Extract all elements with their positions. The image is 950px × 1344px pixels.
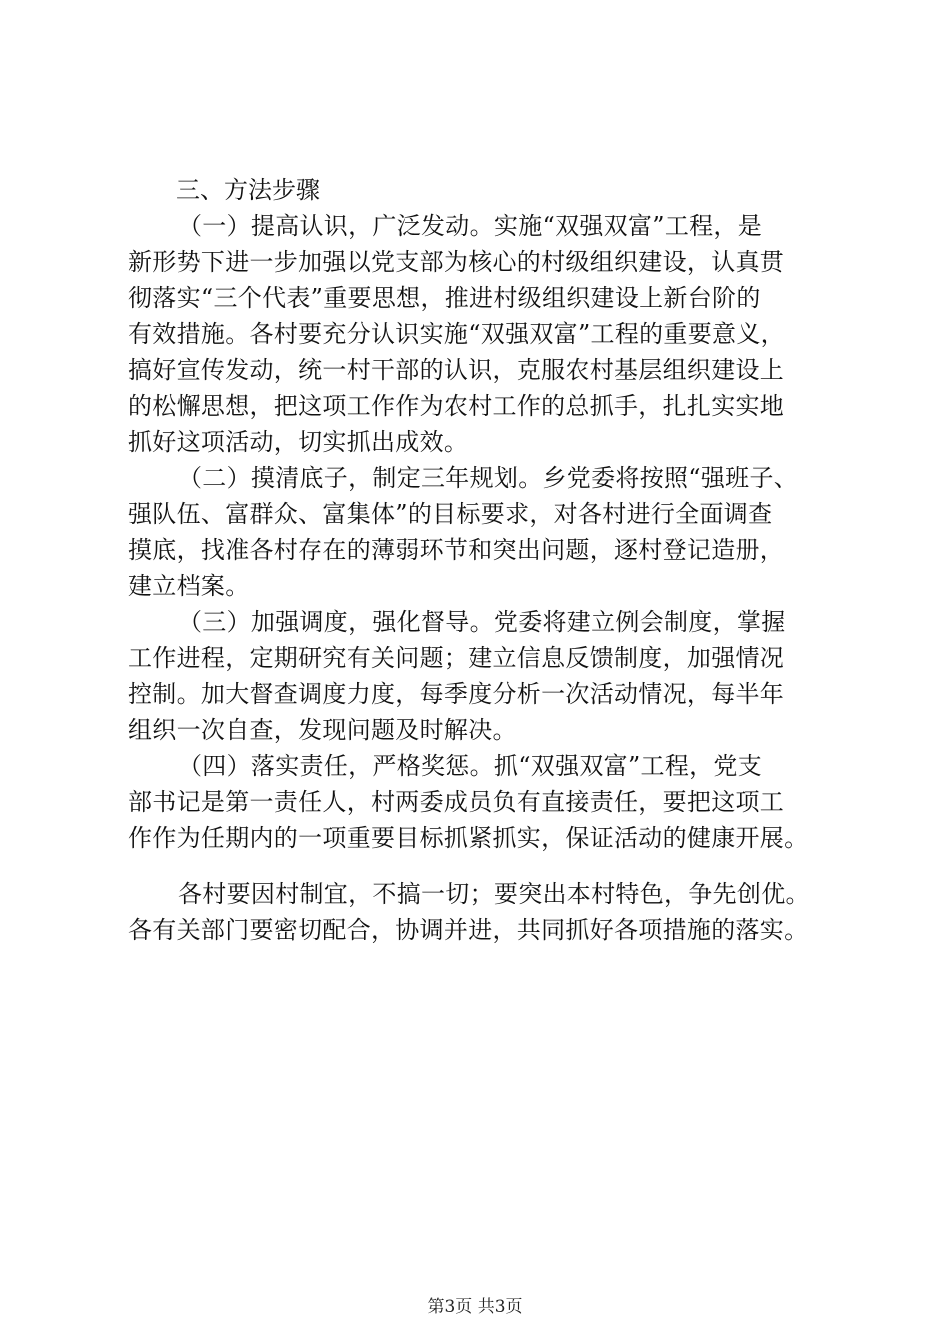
- paragraph-line: 作作为任期内的一项重要目标抓紧抓实，保证活动的健康开展。: [128, 824, 809, 852]
- paragraph-line: 部书记是第一责任人，村两委成员负有直接责任，要把这项工: [128, 788, 785, 816]
- paragraph-line: 搞好宣传发动，统一村干部的认识，克服农村基层组织建设上: [128, 356, 785, 384]
- paragraph-line: 各有关部门要密切配合，协调并进，共同抓好各项措施的落实。: [128, 916, 809, 944]
- paragraph-line: 有效措施。各村要充分认识实施“双强双富”工程的重要意义，: [128, 320, 785, 348]
- paragraph-line: 强队伍、富群众、富集体”的目标要求，对各村进行全面调查: [128, 500, 773, 528]
- page-number: 第3页 共3页: [427, 1297, 523, 1317]
- paragraph-line: 抓好这项活动，切实抓出成效。: [128, 428, 469, 456]
- paragraph-line: （四）落实责任，严格奖惩。抓“双强双富”工程，党支: [178, 752, 763, 780]
- paragraph-line: 控制。加大督查调度力度，每季度分析一次活动情况，每半年: [128, 680, 785, 708]
- paragraph-line: 组织一次自查，发现问题及时解决。: [128, 716, 517, 744]
- paragraph-line: 建立档案。: [128, 572, 250, 600]
- paragraph-line: 新形势下进一步加强以党支部为核心的村级组织建设，认真贯: [128, 248, 785, 276]
- paragraph-line: （一）提高认识，广泛发动。实施“双强双富”工程，是: [178, 212, 763, 240]
- paragraph-line: （二）摸清底子，制定三年规划。乡党委将按照“强班子、: [178, 464, 799, 492]
- paragraph-line: 彻落实“三个代表”重要思想，推进村级组织建设上新台阶的: [128, 284, 761, 312]
- paragraph-line: （三）加强调度，强化督导。党委将建立例会制度，掌握: [178, 608, 786, 636]
- paragraph-line: 各村要因村制宜，不搞一切；要突出本村特色，争先创优。: [178, 880, 810, 908]
- paragraph-line: 的松懈思想，把这项工作作为农村工作的总抓手，扎扎实实地: [128, 392, 785, 420]
- paragraph-line: 工作进程，定期研究有关问题；建立信息反馈制度，加强情况: [128, 644, 785, 672]
- paragraph-line: 摸底，找准各村存在的薄弱环节和突出问题，逐村登记造册，: [128, 536, 785, 564]
- section-heading: 三、方法步骤: [176, 176, 320, 204]
